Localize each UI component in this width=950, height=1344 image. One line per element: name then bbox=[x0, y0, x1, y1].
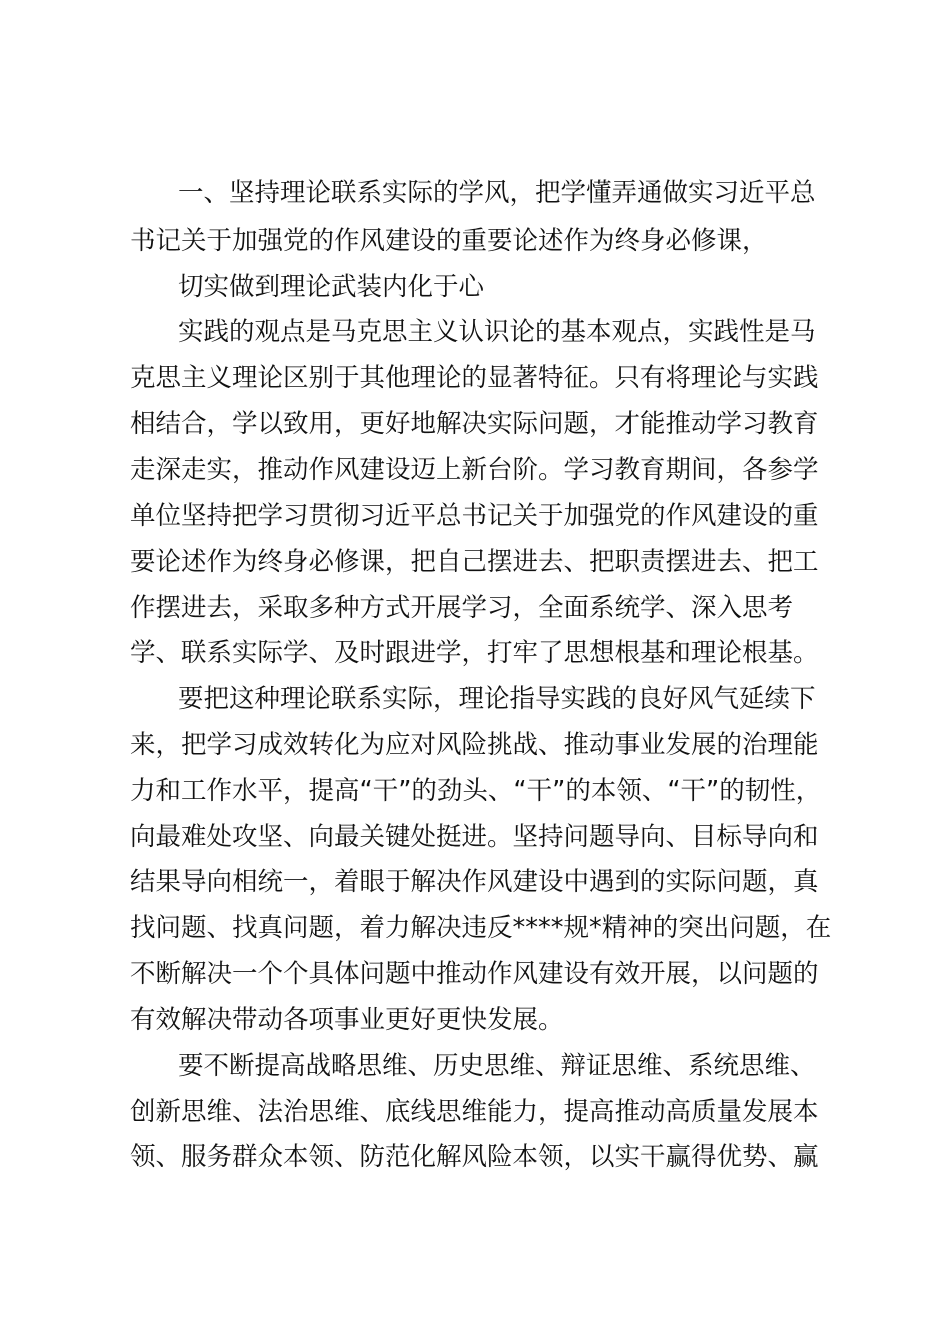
paragraph-1-line-7: 作摆进去，采取多种方式开展学习，全面系统学、深入思考 bbox=[130, 593, 794, 623]
paragraph-1-line-6: 要论述作为终身必修课，把自己摆进去、把职责摆进去、把工 bbox=[130, 547, 819, 577]
paragraph-1-line-4: 走深走实，推动作风建设迈上新台阶。学习教育期间，各参学 bbox=[130, 455, 819, 485]
paragraph-1-line-1: 实践的观点是马克思主义认识论的基本观点，实践性是马 bbox=[178, 317, 816, 347]
paragraph-2-line-1: 要把这种理论联系实际，理论指导实践的良好风气延续下 bbox=[178, 684, 816, 714]
paragraph-1-line-2: 克思主义理论区别于其他理论的显著特征。只有将理论与实践 bbox=[130, 363, 819, 393]
heading-line-2: 书记关于加强党的作风建设的重要论述作为终身必修课， bbox=[130, 226, 768, 256]
paragraph-2-line-6: 找问题、找真问题，着力解决违反****规*精神的突出问题，在 bbox=[130, 913, 832, 943]
heading-line-3: 切实做到理论武装内化于心 bbox=[178, 272, 485, 302]
paragraph-2-line-5: 结果导向相统一，着眼于解决作风建设中遇到的实际问题，真 bbox=[130, 867, 819, 897]
paragraph-2-line-8: 有效解决带动各项事业更好更快发展。 bbox=[130, 1005, 564, 1035]
paragraph-2-line-3: 力和工作水平，提高“干”的劲头、“干”的本领、“干”的韧性， bbox=[130, 776, 822, 806]
paragraph-2-line-2: 来，把学习成效转化为应对风险挑战、推动事业发展的治理能 bbox=[130, 730, 819, 760]
paragraph-1-line-3: 相结合，学以致用，更好地解决实际问题，才能推动学习教育 bbox=[130, 409, 819, 439]
paragraph-2-line-7: 不断解决一个个具体问题中推动作风建设有效开展，以问题的 bbox=[130, 959, 819, 989]
paragraph-1-line-8: 学、联系实际学、及时跟进学，打牢了思想根基和理论根基。 bbox=[130, 638, 819, 668]
paragraph-1-line-5: 单位坚持把学习贯彻习近平总书记关于加强党的作风建设的重 bbox=[130, 501, 819, 531]
heading-line-1: 一、坚持理论联系实际的学风，把学懂弄通做实习近平总 bbox=[178, 178, 816, 208]
paragraph-3-line-2: 创新思维、法治思维、底线思维能力，提高推动高质量发展本 bbox=[130, 1097, 819, 1127]
paragraph-3-line-1: 要不断提高战略思维、历史思维、辩证思维、系统思维、 bbox=[178, 1051, 816, 1081]
paragraph-2-line-4: 向最难处攻坚、向最关键处挺进。坚持问题导向、目标导向和 bbox=[130, 822, 819, 852]
paragraph-3-line-3: 领、服务群众本领、防范化解风险本领，以实干赢得优势、赢 bbox=[130, 1142, 819, 1172]
